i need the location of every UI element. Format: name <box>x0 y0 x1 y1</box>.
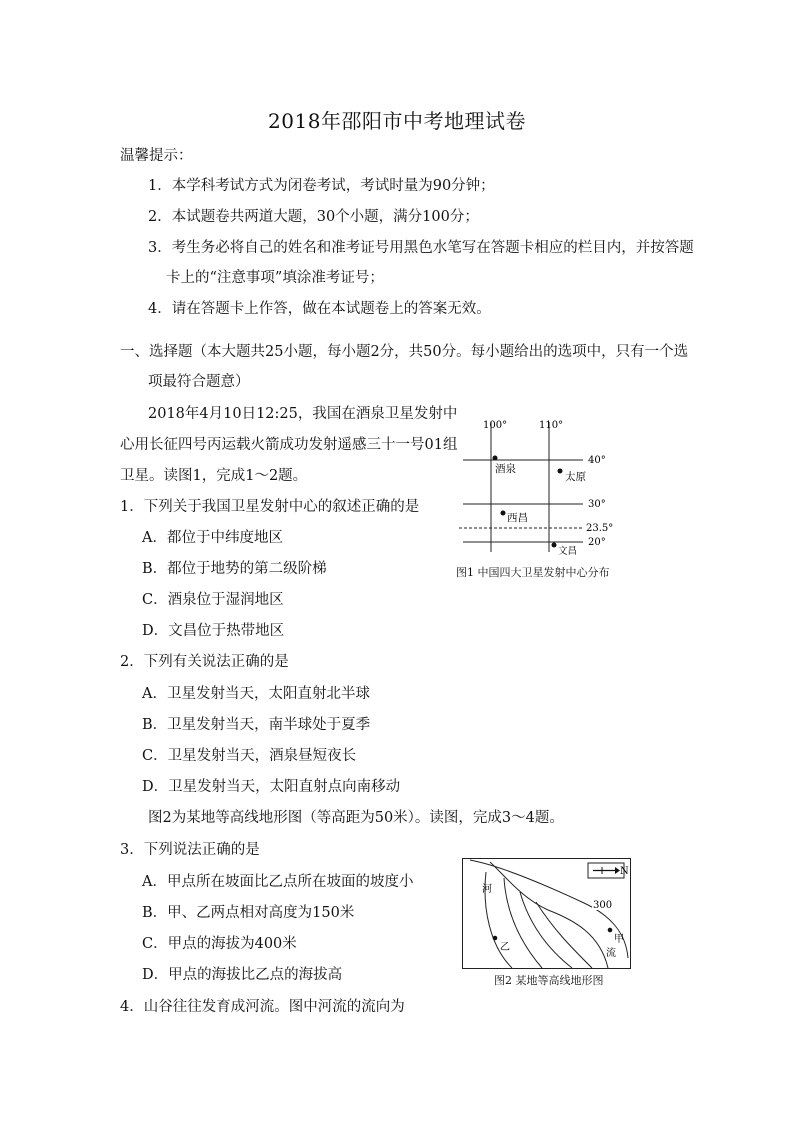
lat-label: 30° <box>588 499 606 510</box>
intro-text: 2018年4月10日12:25，我国在酒泉卫星发射中 <box>148 406 458 422</box>
north-label: N <box>620 866 629 877</box>
intro-text: 图2为某地等高线地形图（等高距为50米）。读图，完成3～4题。 <box>148 810 564 826</box>
question-option: C．甲点的海拔为400米 <box>142 936 297 952</box>
point-label: 甲 <box>614 934 624 945</box>
tip-item: 1．本学科考试方式为闭卷考试，考试时量为90分钟； <box>148 178 495 194</box>
contour-line <box>520 892 572 968</box>
question-stem: 3．下列说法正确的是 <box>120 842 260 858</box>
question-option: B．甲、乙两点相对高度为150米 <box>142 905 355 921</box>
site-label: 西昌 <box>507 512 528 524</box>
question-option: D．文昌位于热带地区 <box>142 623 285 639</box>
contour-label: 300 <box>593 900 613 911</box>
site-dot <box>552 543 557 548</box>
lat-label: 20° <box>588 537 606 548</box>
contour-line <box>504 878 542 968</box>
site-label: 文昌 <box>558 546 578 557</box>
intro-text: 卫星。读图1，完成1～2题。 <box>120 468 308 484</box>
question-option: A．都位于中纬度地区 <box>142 530 283 546</box>
tip-item: 4．请在答题卡上作答，做在本试题卷上的答案无效。 <box>148 301 491 317</box>
question-stem: 4．山谷往往发育成河流。图中河流的流向为 <box>120 999 405 1015</box>
question-option: D．卫星发射当天，太阳直射点向南移动 <box>142 779 401 795</box>
question-option: D．甲点的海拔比乙点的海拔高 <box>142 967 343 983</box>
point-label: 乙 <box>500 942 510 953</box>
figure-2-caption: 图2 某地等高线地形图 <box>494 974 604 987</box>
question-option: C．酒泉位于湿润地区 <box>142 592 284 608</box>
lon-label: 100° <box>483 420 508 431</box>
section-heading-cont: 项最符合题意） <box>148 374 250 390</box>
tip-item: 2．本试题卷共两道大题，30个小题，满分100分； <box>148 209 479 225</box>
question-option: B．卫星发射当天，南半球处于夏季 <box>142 717 371 733</box>
tip-item: 卡上的“注意事项”填涂准考证号； <box>166 270 384 286</box>
point-jia-dot <box>608 928 613 933</box>
question-option: C．卫星发射当天，酒泉昼短夜长 <box>142 748 357 764</box>
question-stem: 1．下列关于我国卫星发射中心的叙述正确的是 <box>120 499 420 515</box>
site-label: 太原 <box>565 471 586 483</box>
question-option: A．卫星发射当天，太阳直射北半球 <box>142 686 370 702</box>
question-stem: 2．下列有关说法正确的是 <box>120 654 289 670</box>
river-label: 流 <box>606 948 616 959</box>
contour-line <box>536 902 592 968</box>
lat-label: 40° <box>588 455 606 466</box>
intro-text: 心用长征四号丙运载火箭成功发射遥感三十一号01组 <box>120 437 458 453</box>
site-dot <box>558 469 563 474</box>
figure-2-contour-map <box>462 858 642 970</box>
section-heading: 一、选择题（本大题共25小题，每小题2分，共50分。每小题给出的选项中，只有一个选 <box>120 344 689 360</box>
site-dot <box>493 456 498 461</box>
point-yi-dot <box>493 936 498 941</box>
page-title: 2018年邵阳市中考地理试卷 <box>268 109 526 133</box>
figure-1-map <box>455 412 655 562</box>
river-label: 河 <box>482 884 492 895</box>
tip-item: 3．考生务必将自己的姓名和准考证号用黑色水笔写在答题卡相应的栏目内，并按答题 <box>148 240 694 256</box>
question-option: A．甲点所在坡面比乙点所在坡面的坡度小 <box>142 874 414 890</box>
question-option: B．都位于地势的第二级阶梯 <box>142 561 327 577</box>
figure-1-caption: 图1 中国四大卫星发射中心分布 <box>456 566 610 579</box>
lon-label: 110° <box>539 420 564 431</box>
site-label: 酒泉 <box>495 463 516 475</box>
lat-label: 23.5° <box>586 523 614 534</box>
site-dot <box>501 511 506 516</box>
tips-heading: 温馨提示： <box>120 148 193 164</box>
